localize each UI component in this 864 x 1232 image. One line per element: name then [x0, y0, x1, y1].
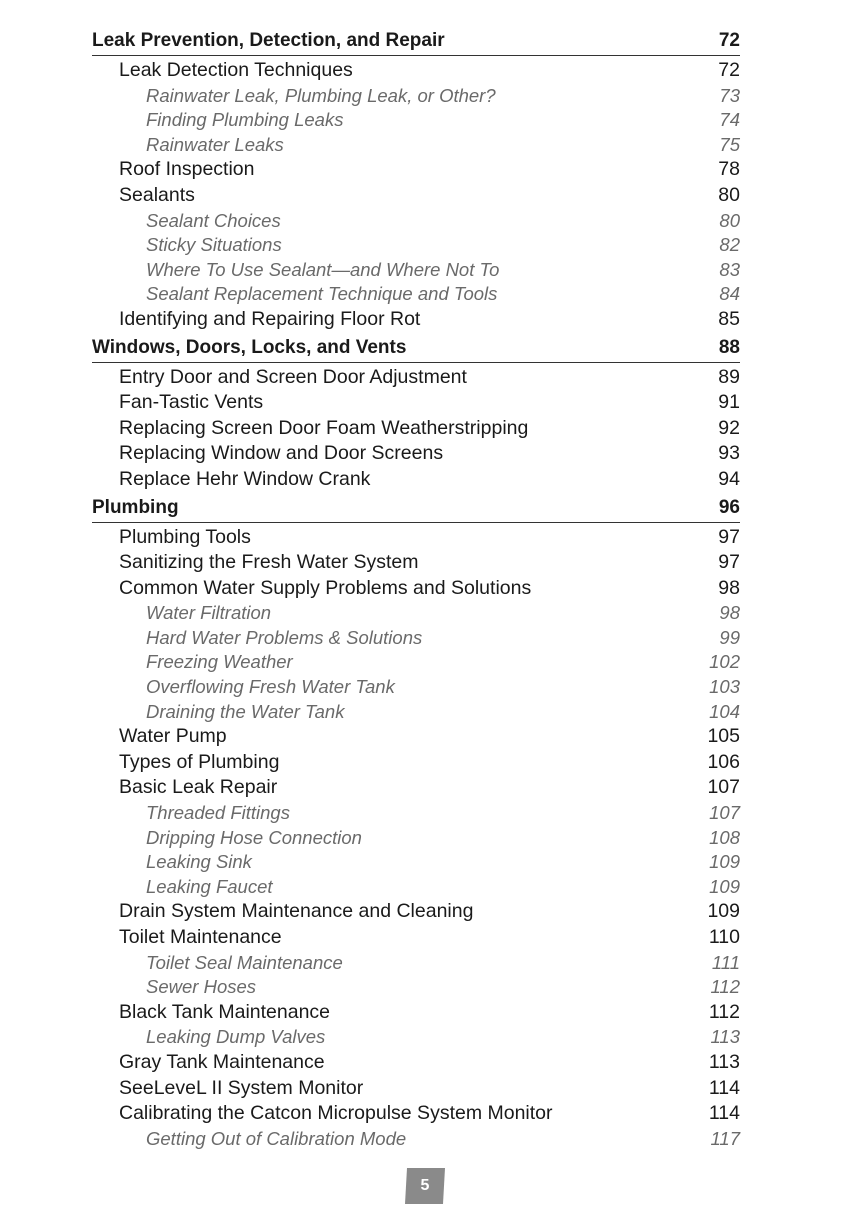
- toc-page-number: 107: [709, 802, 740, 824]
- toc-entry[interactable]: [92, 417, 740, 443]
- toc-page-number: 108: [709, 826, 740, 848]
- toc-title: Sticky Situations: [146, 234, 282, 256]
- toc-subentry[interactable]: [92, 85, 740, 110]
- toc-title: Fan-Tastic Vents: [119, 391, 264, 414]
- toc-subentry[interactable]: [92, 234, 740, 259]
- toc-title: Basic Leak Repair: [119, 776, 278, 799]
- toc-page-number: 112: [708, 1000, 740, 1023]
- toc-entry[interactable]: [92, 184, 740, 210]
- toc-title: Types of Plumbing: [119, 750, 280, 773]
- toc-title: Plumbing Tools: [119, 525, 251, 548]
- toc-entry[interactable]: [92, 366, 740, 392]
- toc-entry[interactable]: [92, 751, 740, 777]
- toc-page-number: 80: [718, 183, 740, 206]
- toc-subentry[interactable]: [92, 627, 740, 652]
- toc-title: Where To Use Sealant—and Where Not To: [146, 258, 500, 280]
- toc-subentry[interactable]: [92, 976, 740, 1001]
- toc-section-heading[interactable]: [92, 27, 740, 56]
- toc-title: Rainwater Leaks: [146, 133, 284, 155]
- toc-entry[interactable]: [92, 900, 740, 926]
- toc-page-number: 75: [719, 133, 740, 155]
- toc-subentry[interactable]: [92, 802, 740, 827]
- toc-title: Roof Inspection: [119, 158, 255, 181]
- toc-page-number: 85: [718, 307, 740, 330]
- toc-title: Sanitizing the Fresh Water System: [119, 551, 419, 574]
- toc-entry[interactable]: [92, 308, 740, 334]
- toc-page-number: 112: [710, 976, 740, 998]
- toc-subentry[interactable]: [92, 701, 740, 726]
- toc-title: Leak Prevention, Detection, and Repair: [92, 30, 445, 51]
- toc-entry[interactable]: [92, 551, 740, 577]
- toc-title: Replacing Window and Door Screens: [119, 442, 444, 465]
- toc-page-number: 91: [718, 391, 740, 414]
- toc-title: Gray Tank Maintenance: [119, 1050, 325, 1073]
- toc-title: Draining the Water Tank: [146, 700, 345, 722]
- toc-title: Threaded Fittings: [146, 802, 290, 824]
- toc-page-number: 113: [710, 1026, 740, 1048]
- toc-page-number: 89: [718, 365, 740, 388]
- toc-subentry[interactable]: [92, 851, 740, 876]
- toc-entry[interactable]: [92, 442, 740, 468]
- toc-entry[interactable]: [92, 725, 740, 751]
- toc-title: Identifying and Repairing Floor Rot: [119, 307, 421, 330]
- toc-page-number: 92: [718, 416, 740, 439]
- toc-entry[interactable]: [92, 158, 740, 184]
- toc-page-number: 111: [711, 951, 740, 973]
- toc-title: Replacing Screen Door Foam Weatherstripping: [119, 416, 529, 439]
- toc-page-number: 117: [710, 1127, 740, 1149]
- toc-title: Windows, Doors, Locks, and Vents: [92, 336, 407, 358]
- toc-title: Black Tank Maintenance: [119, 1000, 331, 1023]
- toc-title: Toilet Maintenance: [119, 926, 282, 948]
- toc-title: SeeLeveL II System Monitor: [119, 1076, 364, 1099]
- toc-entry[interactable]: [92, 59, 740, 85]
- toc-page-number: 98: [719, 602, 740, 624]
- toc-page-number: 84: [719, 283, 740, 305]
- toc-title: Water Pump: [119, 725, 227, 748]
- toc-subentry[interactable]: [92, 876, 740, 901]
- toc-entry[interactable]: [92, 391, 740, 417]
- toc-page-number: 97: [718, 525, 740, 548]
- toc-subentry[interactable]: [92, 134, 740, 159]
- toc-title: Water Filtration: [146, 602, 272, 624]
- toc-page-number: 104: [709, 700, 740, 722]
- toc-entry[interactable]: [92, 1051, 740, 1077]
- toc-page-number: 72: [718, 59, 740, 81]
- toc-title: Leak Detection Techniques: [119, 59, 353, 81]
- toc-subentry[interactable]: [92, 210, 740, 235]
- toc-page-number: 113: [708, 1050, 740, 1073]
- toc-title: Leaking Dump Valves: [146, 1026, 326, 1048]
- toc-page-number: 98: [718, 576, 740, 599]
- toc-title: Sewer Hoses: [146, 976, 257, 998]
- toc-subentry[interactable]: [92, 602, 740, 627]
- toc-title: Leaking Sink: [146, 851, 252, 873]
- toc-subentry[interactable]: [92, 676, 740, 701]
- toc-page-number: 106: [707, 750, 740, 773]
- toc-page-number: 114: [708, 1102, 740, 1125]
- toc-section-heading[interactable]: [92, 334, 740, 363]
- toc-subentry[interactable]: [92, 651, 740, 676]
- toc-page-number: 99: [719, 626, 740, 648]
- toc-title: Entry Door and Screen Door Adjustment: [119, 365, 467, 388]
- toc-title: Getting Out of Calibration Mode: [146, 1127, 407, 1149]
- toc-title: Plumbing: [92, 496, 179, 518]
- toc-subentry[interactable]: [92, 283, 740, 308]
- toc-title: Hard Water Problems & Solutions: [146, 626, 423, 648]
- toc-title: Rainwater Leak, Plumbing Leak, or Other?: [146, 84, 496, 106]
- toc-page-number: 93: [718, 442, 740, 465]
- toc-page-number: 114: [708, 1076, 740, 1099]
- toc-section-heading[interactable]: [92, 494, 740, 523]
- toc-page-number: 109: [709, 851, 740, 873]
- toc-page-number: 103: [709, 676, 740, 698]
- toc-title: Overflowing Fresh Water Tank: [146, 676, 395, 698]
- toc-title: Toilet Seal Maintenance: [146, 951, 343, 973]
- toc-title: Replace Hehr Window Crank: [119, 467, 371, 490]
- toc-subentry[interactable]: [92, 827, 740, 852]
- toc-entry[interactable]: [92, 776, 740, 802]
- toc-page-number: 78: [718, 158, 740, 181]
- page-number: 5: [420, 1177, 430, 1194]
- toc-subentry[interactable]: [92, 109, 740, 134]
- toc-page-number: 72: [718, 30, 740, 51]
- toc-page-number: 105: [707, 725, 740, 748]
- toc-title: Dripping Hose Connection: [146, 826, 362, 848]
- toc-title: Drain System Maintenance and Cleaning: [119, 900, 474, 923]
- toc-page-number: 110: [708, 926, 740, 948]
- toc-page-number: 109: [709, 875, 740, 897]
- toc-page-number: 82: [719, 234, 740, 256]
- toc-title: Freezing Weather: [146, 651, 293, 673]
- toc-page-number: 102: [709, 651, 740, 673]
- toc-entry[interactable]: [92, 577, 740, 603]
- toc-entry[interactable]: [92, 1077, 740, 1103]
- page-number-badge: [405, 1168, 445, 1204]
- toc-entry[interactable]: [92, 1102, 740, 1128]
- toc-entry[interactable]: [92, 468, 740, 494]
- toc-subentry[interactable]: [92, 1026, 740, 1051]
- toc-title: Sealant Choices: [146, 209, 281, 231]
- toc-title: Calibrating the Catcon Micropulse System Monitor: [119, 1102, 553, 1125]
- table-of-contents: [92, 27, 740, 1152]
- toc-title: Common Water Supply Problems and Solutions: [119, 576, 532, 599]
- toc-title: Sealant Replacement Technique and Tools: [146, 283, 498, 305]
- toc-page-number: 73: [719, 84, 740, 106]
- toc-page-number: 97: [718, 551, 740, 574]
- toc-page-number: 94: [718, 467, 740, 490]
- toc-title: Finding Plumbing Leaks: [146, 109, 344, 131]
- toc-page-number: 83: [719, 258, 740, 280]
- toc-entry[interactable]: [92, 926, 740, 952]
- toc-entry[interactable]: [92, 526, 740, 552]
- toc-page-number: 74: [719, 109, 740, 131]
- toc-page-number: 109: [707, 900, 740, 923]
- toc-subentry[interactable]: [92, 259, 740, 284]
- toc-subentry[interactable]: [92, 952, 740, 977]
- toc-page-number: 88: [718, 336, 740, 358]
- toc-page-number: 80: [719, 209, 740, 231]
- toc-subentry[interactable]: [92, 1128, 740, 1153]
- toc-page-number: 96: [718, 496, 740, 518]
- toc-title: Leaking Faucet: [146, 875, 273, 897]
- toc-page-number: 107: [707, 776, 740, 799]
- toc-title: Sealants: [119, 183, 195, 206]
- toc-entry[interactable]: [92, 1001, 740, 1027]
